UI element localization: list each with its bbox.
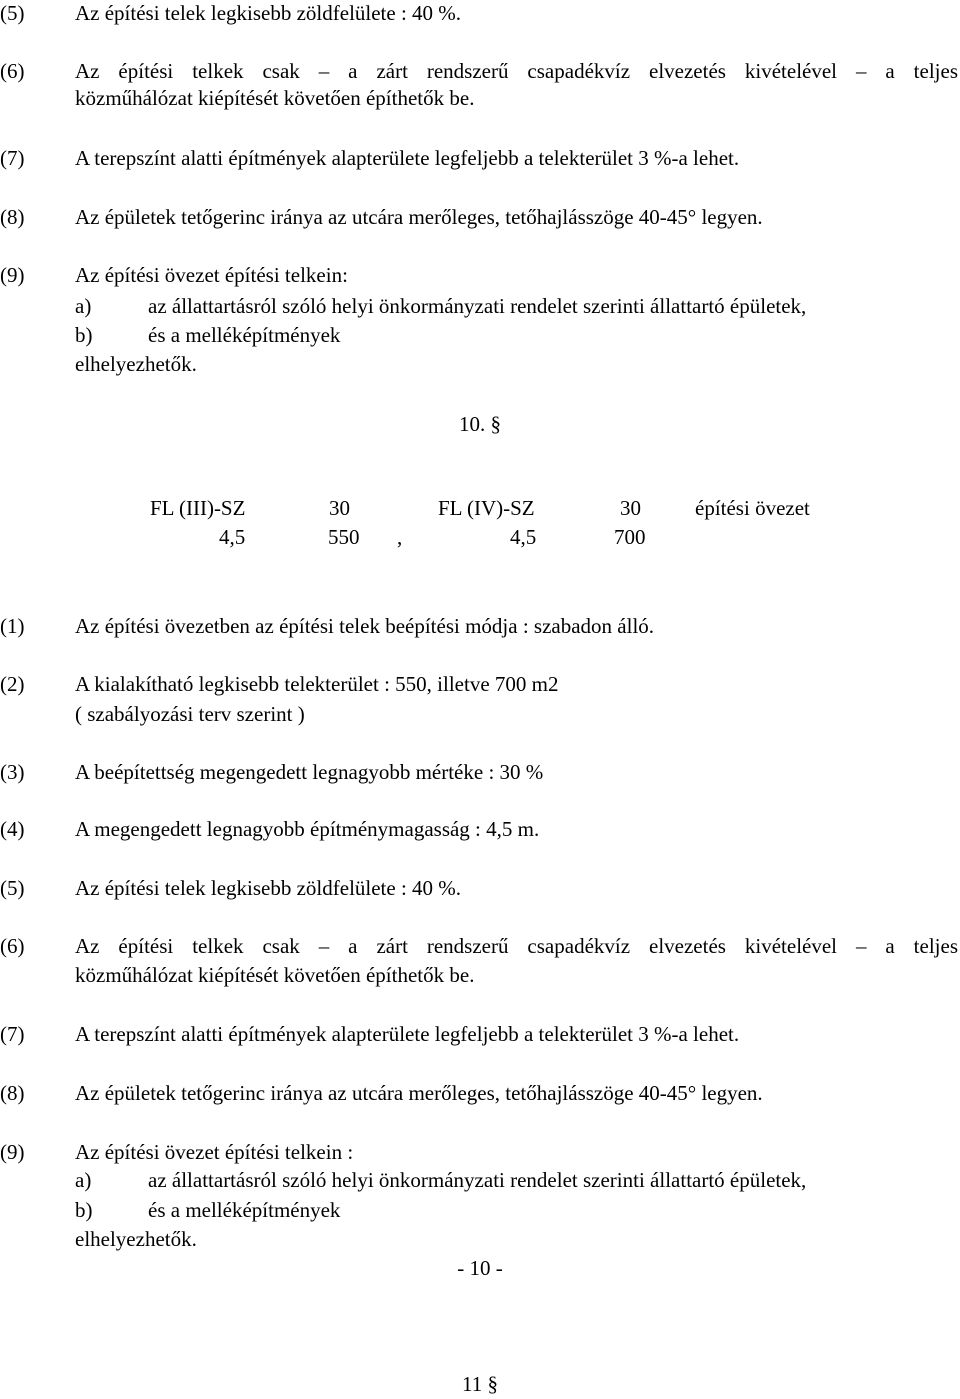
paragraph-text: Az építési telkek csak – a zárt rendszerű csapadékvíz elvezetés kivételével – a teljes bbox=[75, 59, 958, 83]
list-item-text: az állattartásról szóló helyi önkormányzati rendelet szerinti állattartó épületek, bbox=[148, 1168, 807, 1192]
list-label: a) bbox=[75, 294, 92, 318]
list-item-text: és a melléképítmények bbox=[148, 323, 341, 347]
paragraph-number: (6) bbox=[0, 934, 25, 958]
paragraph-closing: elhelyezhetők. bbox=[75, 352, 197, 376]
paragraph-number: (8) bbox=[0, 205, 25, 229]
next-section-heading: 11 § bbox=[462, 1372, 498, 1396]
zone-label: építési övezet bbox=[695, 496, 810, 520]
paragraph-number: (1) bbox=[0, 614, 25, 638]
paragraph-number: (7) bbox=[0, 1022, 25, 1046]
paragraph-closing: elhelyezhetők. bbox=[75, 1227, 197, 1251]
paragraph-text: A megengedett legnagyobb építménymagasság : 4,5 m. bbox=[75, 817, 540, 841]
zone-code-2: FL (IV)-SZ bbox=[438, 496, 535, 520]
zone-percent-2: 30 bbox=[620, 496, 641, 520]
paragraph-text: Az építési övezet építési telkein: bbox=[75, 263, 348, 287]
paragraph-text: A terepszínt alatti építmények alapterülete legfeljebb a telekterület 3 %-a lehet. bbox=[75, 146, 740, 170]
paragraph-text: közműhálózat kiépítését követően építhetők be. bbox=[75, 963, 475, 987]
paragraph-number: (9) bbox=[0, 1140, 25, 1164]
paragraph-text: A terepszínt alatti építmények alapterülete legfeljebb a telekterület 3 %-a lehet. bbox=[75, 1022, 740, 1046]
list-item-text: és a melléképítmények bbox=[148, 1198, 341, 1222]
zone-area-1: 550 bbox=[328, 525, 360, 549]
zone-separator: , bbox=[397, 525, 403, 549]
list-label: a) bbox=[75, 1168, 92, 1192]
paragraph-number: (5) bbox=[0, 1, 25, 25]
paragraph-text: Az épületek tetőgerinc iránya az utcára merőleges, tetőhajlásszöge 40-45° legyen. bbox=[75, 205, 763, 229]
zone-code-1: FL (III)-SZ bbox=[150, 496, 246, 520]
paragraph-number: (3) bbox=[0, 760, 25, 784]
paragraph-number: (8) bbox=[0, 1081, 25, 1105]
list-label: b) bbox=[75, 323, 93, 347]
zone-area-2: 700 bbox=[614, 525, 646, 549]
paragraph-text: közműhálózat kiépítését követően építhetők be. bbox=[75, 86, 475, 110]
paragraph-number: (2) bbox=[0, 672, 25, 696]
paragraph-number: (7) bbox=[0, 146, 25, 170]
paragraph-text: Az épületek tetőgerinc iránya az utcára merőleges, tetőhajlásszöge 40-45° legyen. bbox=[75, 1081, 763, 1105]
page-number: - 10 - bbox=[457, 1256, 503, 1280]
zone-percent-1: 30 bbox=[329, 496, 350, 520]
paragraph-number: (4) bbox=[0, 817, 25, 841]
paragraph-text: Az építési telek legkisebb zöldfelülete : 40 %. bbox=[75, 1, 462, 25]
section-heading: 10. § bbox=[459, 412, 501, 436]
paragraph-number: (9) bbox=[0, 263, 25, 287]
paragraph-text: A kialakítható legkisebb telekterület : 550, illetve 700 m2 bbox=[75, 672, 559, 696]
paragraph-number: (5) bbox=[0, 876, 25, 900]
zone-height-2: 4,5 bbox=[510, 525, 537, 549]
paragraph-text: Az építési övezetben az építési telek beépítési módja : szabadon álló. bbox=[75, 614, 655, 638]
paragraph-text: Az építési telkek csak – a zárt rendszerű csapadékvíz elvezetés kivételével – a teljes bbox=[75, 934, 958, 958]
paragraph-text: A beépítettség megengedett legnagyobb mértéke : 30 % bbox=[75, 760, 544, 784]
list-label: b) bbox=[75, 1198, 93, 1222]
list-item-text: az állattartásról szóló helyi önkormányzati rendelet szerinti állattartó épületek, bbox=[148, 294, 807, 318]
paragraph-number: (6) bbox=[0, 59, 25, 83]
paragraph-text: Az építési telek legkisebb zöldfelülete : 40 %. bbox=[75, 876, 462, 900]
zone-height-1: 4,5 bbox=[219, 525, 246, 549]
paragraph-text: ( szabályozási terv szerint ) bbox=[75, 702, 305, 726]
paragraph-text: Az építési övezet építési telkein : bbox=[75, 1140, 354, 1164]
